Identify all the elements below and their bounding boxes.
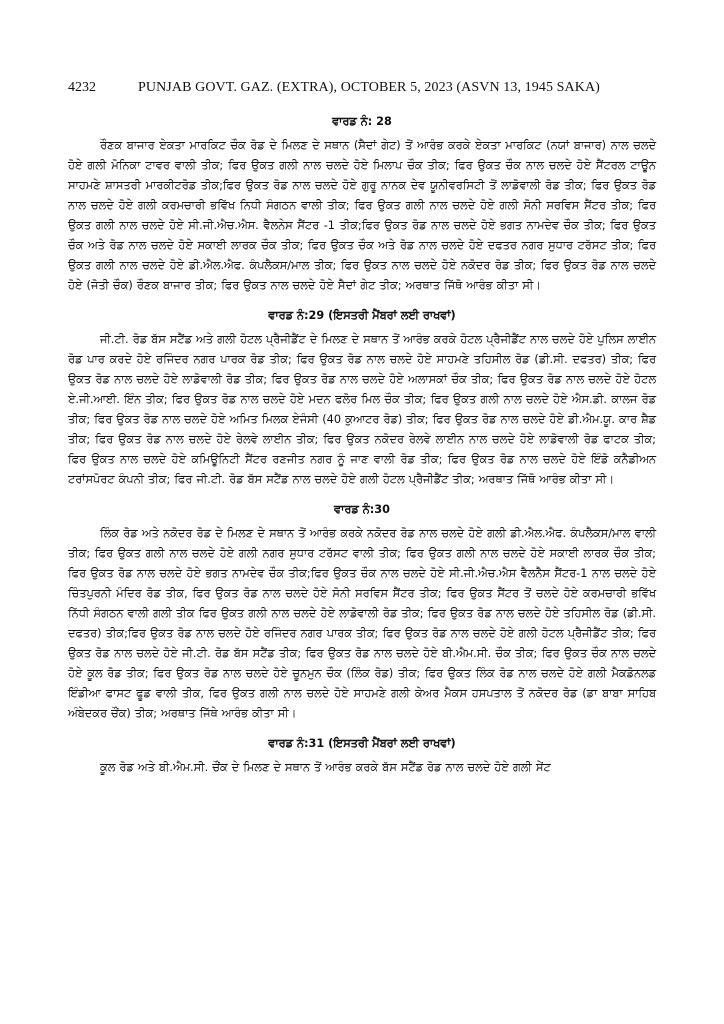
gazette-title: PUNJAB GOVT. GAZ. (EXTRA), OCTOBER 5, 2023 (ASVN 13, 1945 SAKA): [138, 80, 600, 95]
ward-28-heading: ਵਾਰਡ ਨੰ: 28: [332, 115, 392, 128]
ward-29-heading: ਵਾਰਡ ਨੰ:29 (ਇਸਤਰੀ ਮੈਂਬਰਾਂ ਲਈ ਰਾਖਵਾਂ): [268, 309, 456, 322]
page-number: 4232: [68, 80, 96, 95]
ward-30-heading: ਵਾਰਡ ਨੰ:30: [334, 503, 390, 516]
page-header: [68, 80, 670, 102]
ward-29-section: [68, 306, 656, 490]
ward-31-section: [68, 734, 656, 778]
ward-29-description: ਜੀ.ਟੀ. ਰੋਡ ਬੱਸ ਸਟੈਂਡ ਅਤੇ ਗਲੀ ਹੋਟਲ ਪ੍ਰੈਜੀਡੈਂਟ ਦੇ ਮਿਲਣ ਦੇ ਸਥਾਨ ਤੋਂ ਆਰੰਭ ਕਰਕੇ ਹੋਟਲ ਪ੍ਰੈਜੀਡੈਂਟ ਨਾਲ ਚਲਦੇ ਹੋਏ ਪੁਲਿਸ ਲਾਈਨ ਰੋਡ ਪਾਰ ਕਰਦੇ ਹੋਏ ਰਜਿੰਦਰ ਨਗਰ ਪਾਰਕ ਰੋਡ ਤੀਕ; ਫਿਰ ਉਕਤ ਰੋਡ ਨਾਲ ਚਲਦੇ ਹੋਏ ਸਾਹਮਣੇ ਤਹਿਸੀਲ ਰੋਡ (ਡੀ.ਸੀ. ਦਫਤਰ) ਤੀਕ; ਫਿਰ ਉਕਤ ਰੋਡ ਨਾਲ ਚਲਦੇ ਹੋਏ ਲਾਡੋਵਾਲੀ ਰੋਡ ਤੀਕ; ਫਿਰ ਉਕਤ ਰੋਡ ਨਾਲ ਚਲਦੇ ਹੋਏ ਅਲਾਸਕਾਂ ਚੌਕ ਤੀਕ; ਫਿਰ ਉਕਤ ਰੋਡ ਨਾਲ ਚਲਦੇ ਹੋਏ ਹੋਟਲ ਏ.ਜੀ.ਆਈ. ਇੰਨ ਤੀਕ; ਫਿਰ ਉਕਤ ਰੋਡ ਨਾਲ ਚਲਦੇ ਹੋਏ ਮਦਨ ਫਲੋਰ ਮਿਲ ਚੌਕ ਤੀਕ; ਫਿਰ ਉਕਤ ਗਲੀ ਨਾਲ ਚਲਦੇ ਹੋਏ ਐਸ.ਡੀ. ਕਾਲਜ ਰੋਡ ਤੀਕ; ਫਿਰ ਉਕਤ ਰੋਡ ਨਾਲ ਚਲਦੇ ਹੋਏ ਅਮਿਤ ਮਿਲਕ ਏਜੰਸੀ (40 ਕੁਆਟਰ ਰੋਡ) ਤੀਕ; ਫਿਰ ਉਕਤ ਰੋਡ ਨਾਲ ਚਲਦੇ ਹੋਏ ਡੀ.ਐਮ.ਯੂ. ਕਾਰ ਸ਼ੈਡ ਤੀਕ; ਫਿਰ ਉਕਤ ਰੋਡ ਨਾਲ ਚਲਦੇ ਹੋਏ ਰੇਲਵੇ ਲਾਈਨ ਤੀਕ; ਫਿਰ ਉਕਤ ਨਕੋਦਰ ਰੇਲਵੇ ਲਾਈਨ ਨਾਲ ਚਲਦੇ ਹੋਏ ਲਾਡੋਵਾਲੀ ਰੋਡ ਫਾਟਕ ਤੀਕ; ਫਿਰ ਉਕਤ ਨਾਲ ਚਲਦੇ ਹੋਏ ਕਮਿਊਨਿਟੀ ਸੈਂਟਰ ਰਣਜੀਤ ਨਗਰ ਨੂੰ ਜਾਣ ਵਾਲੀ ਰੋਡ ਤੀਕ; ਫਿਰ ਉਕਤ ਰੋਡ ਨਾਲ ਚਲਦੇ ਹੋਏ ਇੰਡੋ ਕਨੈਡੀਅਨ ਟਰਾਂਸਪੋਰਟ ਕੰਪਨੀ ਤੀਕ; ਫਿਰ ਜੀ.ਟੀ. ਰੋਡ ਬੱਸ ਸਟੈਂਡ ਨਾਲ ਚਲਦੇ ਹੋਏ ਗਲੀ ਹੋਟਲ ਪ੍ਰੈਜੀਡੈਂਟ ਤੀਕ; ਅਰਥਾਤ ਜਿੱਥੋ ਆਰੰਭ ਕੀਤਾ ਸੀ।: [68, 333, 656, 486]
ward-31-description: ਕੂਲ ਰੋਡ ਅਤੇ ਬੀ.ਐਮ.ਸੀ. ਚੌਂਕ ਦੇ ਮਿਲਣ ਦੇ ਸਥਾਨ ਤੋਂ ਆਰੰਭ ਕਰਕੇ ਬੱਸ ਸਟੈਂਡ ਰੋਡ ਨਾਲ ਚਲਦੇ ਹੋਏ ਗਲੀ ਸੇਂਟ: [100, 761, 551, 774]
ward-30-description: ਲਿੰਕ ਰੋਡ ਅਤੇ ਨਕੋਦਰ ਰੋਡ ਦੇ ਮਿਲਣ ਦੇ ਸਥਾਨ ਤੋਂ ਆਰੰਭ ਕਰਕੇ ਨਕੋਦਰ ਰੋਡ ਨਾਲ ਚਲਦੇ ਹੋਏ ਗਲੀ ਡੀ.ਐਲ.ਐਫ. ਕੰਪਲੈਕਸ/ਮਾਲ ਵਾਲੀ ਤੀਕ; ਫਿਰ ਉਕਤ ਗਲੀ ਨਾਲ ਚਲਦੇ ਹੋਏ ਗਲੀ ਨਗਰ ਸੁਧਾਰ ਟਰੱਸਟ ਵਾਲੀ ਤੀਕ; ਫਿਰ ਉਕਤ ਗਲੀ ਨਾਲ ਚਲਦੇ ਹੋਏ ਸਕਾਈ ਲਾਰਕ ਚੌਕ ਤੀਕ; ਫਿਰ ਉਕਤ ਰੋਡ ਨਾਲ ਚਲਦੇ ਹੋਏ ਭਗਤ ਨਾਮਦੇਵ ਚੌਕ ਤੀਕ;ਫਿਰ ਉਕਤ ਚੌਕ ਨਾਲ ਚਲਦੇ ਹੋਏ ਸੀ.ਜੀ.ਐਚ.ਐਸ ਵੈਲਨੈਸ ਸੈਂਟਰ-1 ਨਾਲ ਚਲਦੇ ਹੋਏ ਚਿੰਤਪੁਰਨੀ ਮੰਦਿਰ ਰੋਡ ਤੀਕ, ਫਿਰ ਉਕਤ ਰੋਡ ਨਾਲ ਚਲਦੇ ਹੋਏ ਸੋਨੀ ਸਰਵਿਸ ਸੈਂਟਰ ਤੀਕ; ਫਿਰ ਉਕਤ ਸੈਂਟਰ ਤੋਂ ਚਲਦੇ ਹੋਏ ਕਰਮਚਾਰੀ ਭਵਿੱਖ ਨਿੱਧੀ ਸੰਗਠਨ ਵਾਲੀ ਗਲੀ ਤੀਕ ਫਿਰ ਉਕਤ ਗਲੀ ਨਾਲ ਚਲਦੇ ਹੋਏ ਲਾਡੋਵਾਲੀ ਰੋਡ ਤੀਕ; ਫਿਰ ਉਕਤ ਰੋਡ ਨਾਲ ਚਲਦੇ ਹੋਏ ਤਹਿਸੀਲ ਰੋਡ (ਡੀ.ਸੀ. ਦਫਤਰ) ਤੀਕ;ਫਿਰ ਉਕਤ ਰੋਡ ਨਾਲ ਚਲਦੇ ਹੋਏ ਰਜਿੰਦਰ ਨਗਰ ਪਾਰਕ ਤੀਕ; ਫਿਰ ਉਕਤ ਰੋਡ ਨਾਲ ਚਲਦੇ ਹੋਏ ਗਲੀ ਹੋਟਲ ਪ੍ਰੈਜੀਡੈਂਟ ਤੀਕ; ਫਿਰ ਉਕਤ ਰੋਡ ਨਾਲ ਚਲਦੇ ਹੋਏ ਜੀ.ਟੀ. ਰੋਡ ਬੱਸ ਸਟੈਂਡ ਤੀਕ; ਫਿਰ ਉਕਤ ਰੋਡ ਨਾਲ ਚਲਦੇ ਹੋਏ ਬੀ.ਐਮ.ਸੀ. ਚੌਕ ਤੀਕ; ਫਿਰ ਉਕਤ ਚੌਕ ਨਾਲ ਚਲਦੇ ਹੋਏ ਕੂਲ ਰੋਡ ਤੀਕ; ਫਿਰ ਉਕਤ ਰੋਡ ਨਾਲ ਚਲਦੇ ਹੋਏ ਚੂਨਮੁਨ ਚੌਕ (ਲਿੰਕ ਰੋਡ) ਤੀਕ; ਫਿਰ ਉਕਤ ਲਿੰਕ ਰੋਡ ਨਾਲ ਚਲਦੇ ਹੋਏ ਗਲੀ ਮੈਕਡੋਨਲਡ ਇੰਡੀਆ ਫਾਸਟ ਫੂਡ ਵਾਲੀ ਤੀਕ, ਫਿਰ ਉਕਤ ਗਲੀ ਨਾਲ ਚਲਦੇ ਹੋਏ ਸਾਹਮਣੇ ਗਲੀ ਕੇਅਰ ਮੈਕਸ ਹਸਪਤਾਲ ਤੋਂ ਨਕੋਦਰ ਰੋਡ (ਡਾ ਬਾਬਾ ਸਾਹਿਬ ਅੰਬੇਦਕਰ ਚੌਂਕ) ਤੀਕ; ਅਰਥਾਤ ਜਿੱਥੇ ਆਰੰਭ ਕੀਤਾ ਸੀ।: [68, 527, 656, 720]
ward-30-section: [68, 500, 656, 724]
ward-28-section: [68, 112, 656, 296]
document-body: [68, 112, 656, 778]
ward-31-heading: ਵਾਰਡ ਨੰ:31 (ਇਸਤਰੀ ਮੈਂਬਰਾਂ ਲਈ ਰਾਖਵਾਂ): [268, 737, 456, 750]
ward-28-description: ਰੌਣਕ ਬਾਜਾਰ ਏਕਤਾ ਮਾਰਕਿਟ ਚੌਕ ਰੋਡ ਦੇ ਮਿਲਣ ਦੇ ਸਥਾਨ (ਸੈਦਾਂ ਗੇਟ) ਤੋਂ ਆਰੰਭ ਕਰਕੇ ਏਕਤਾ ਮਾਰਕਿਟ (ਨਯਾਂ ਬਾਜਾਰ) ਨਾਲ ਚਲਦੇ ਹੋਏ ਗਲੀ ਮੋਨਿਕਾ ਟਾਵਰ ਵਾਲੀ ਤੀਕ; ਫਿਰ ਉਕਤ ਗਲੀ ਨਾਲ ਚਲਦੇ ਹੋਏ ਮਿਲਾਪ ਚੌਕ ਤੀਕ; ਫਿਰ ਉਕਤ ਚੌਕ ਨਾਲ ਚਲਦੇ ਹੋਏ ਸੈਂਟਰਲ ਟਾਊਨ ਸਾਹਮਣੇ ਸ਼ਾਸਤਰੀ ਮਾਰਕੀਟਰੋਡ ਤੀਕ;ਫਿਰ ਉਕਤ ਰੋਡ ਨਾਲ ਚਲਦੇ ਹੋਏ ਗੁਰੂ ਨਾਨਕ ਦੇਵ ਯੂਨੀਵਰਸਿਟੀ ਤੋਂ ਲਾਡੋਵਾਲੀ ਰੋਡ ਤੀਕ; ਫਿਰ ਉਕਤ ਰੋਡ ਨਾਲ ਚਲਦੇ ਹੋਏ ਗਲੀ ਕਰਮਚਾਰੀ ਭਵਿੱਖ ਨਿਧੀ ਸੰਗਠਨ ਵਾਲੀ ਤੀਕ; ਫਿਰ ਉਕਤ ਗਲੀ ਨਾਲ ਚਲਦੇ ਹੋਏ ਗਲੀ ਸੋਨੀ ਸਰਵਿਸ ਸੈਂਟਰ ਤੀਕ; ਫਿਰ ਉਕਤ ਗਲੀ ਨਾਲ ਚਲਦੇ ਹੋਏ ਸੀ.ਜੀ.ਐਚ.ਐਸ. ਵੈਲਨੇਸ ਸੈਂਟਰ -1 ਤੀਕ;ਫਿਰ ਉਕਤ ਰੋਡ ਨਾਲ ਚਲਦੇ ਹੋਏ ਭਗਤ ਨਾਮਦੇਵ ਚੌਕ ਤੀਕ; ਫਿਰ ਉਕਤ ਚੌਕ ਅਤੇ ਰੋਡ ਨਾਲ ਚਲਦੇ ਹੋਏ ਸਕਾਈ ਲਾਰਕ ਚੌਕ ਤੀਕ; ਫਿਰ ਉਕਤ ਚੌਕ ਅਤੇ ਰੋਡ ਨਾਲ ਚਲਦੇ ਹੋਏ ਦਫਤਰ ਨਗਰ ਸੁਧਾਰ ਟਰੱਸਟ ਤੀਕ; ਫਿਰ ਉਕਤ ਗਲੀ ਨਾਲ ਚਲਦੇ ਹੋਏ ਡੀ.ਐਲ.ਐਫ. ਕੰਪਲੈਕਸ/ਮਾਲ ਤੀਕ; ਫਿਰ ਉਕਤ ਨਾਲ ਚਲਦੇ ਹੋਏ ਨਕੋਦਰ ਰੋਡ ਤੀਕ; ਫਿਰ ਉਕਤ ਰੋਡ ਨਾਲ ਚਲਦੇ ਹੋਏ (ਜੋਤੀ ਚੌਕ) ਰੌਣਕ ਬਾਜਾਰ ਤੀਕ; ਫਿਰ ਉਕਤ ਨਾਲ ਚਲਦੇ ਹੋਏ ਸੈਦਾਂ ਗੇਟ ਤੀਕ; ਅਰਥਾਤ ਜਿੱਥੋ ਆਰੰਭ ਕੀਤਾ ਸੀ।: [68, 139, 657, 292]
